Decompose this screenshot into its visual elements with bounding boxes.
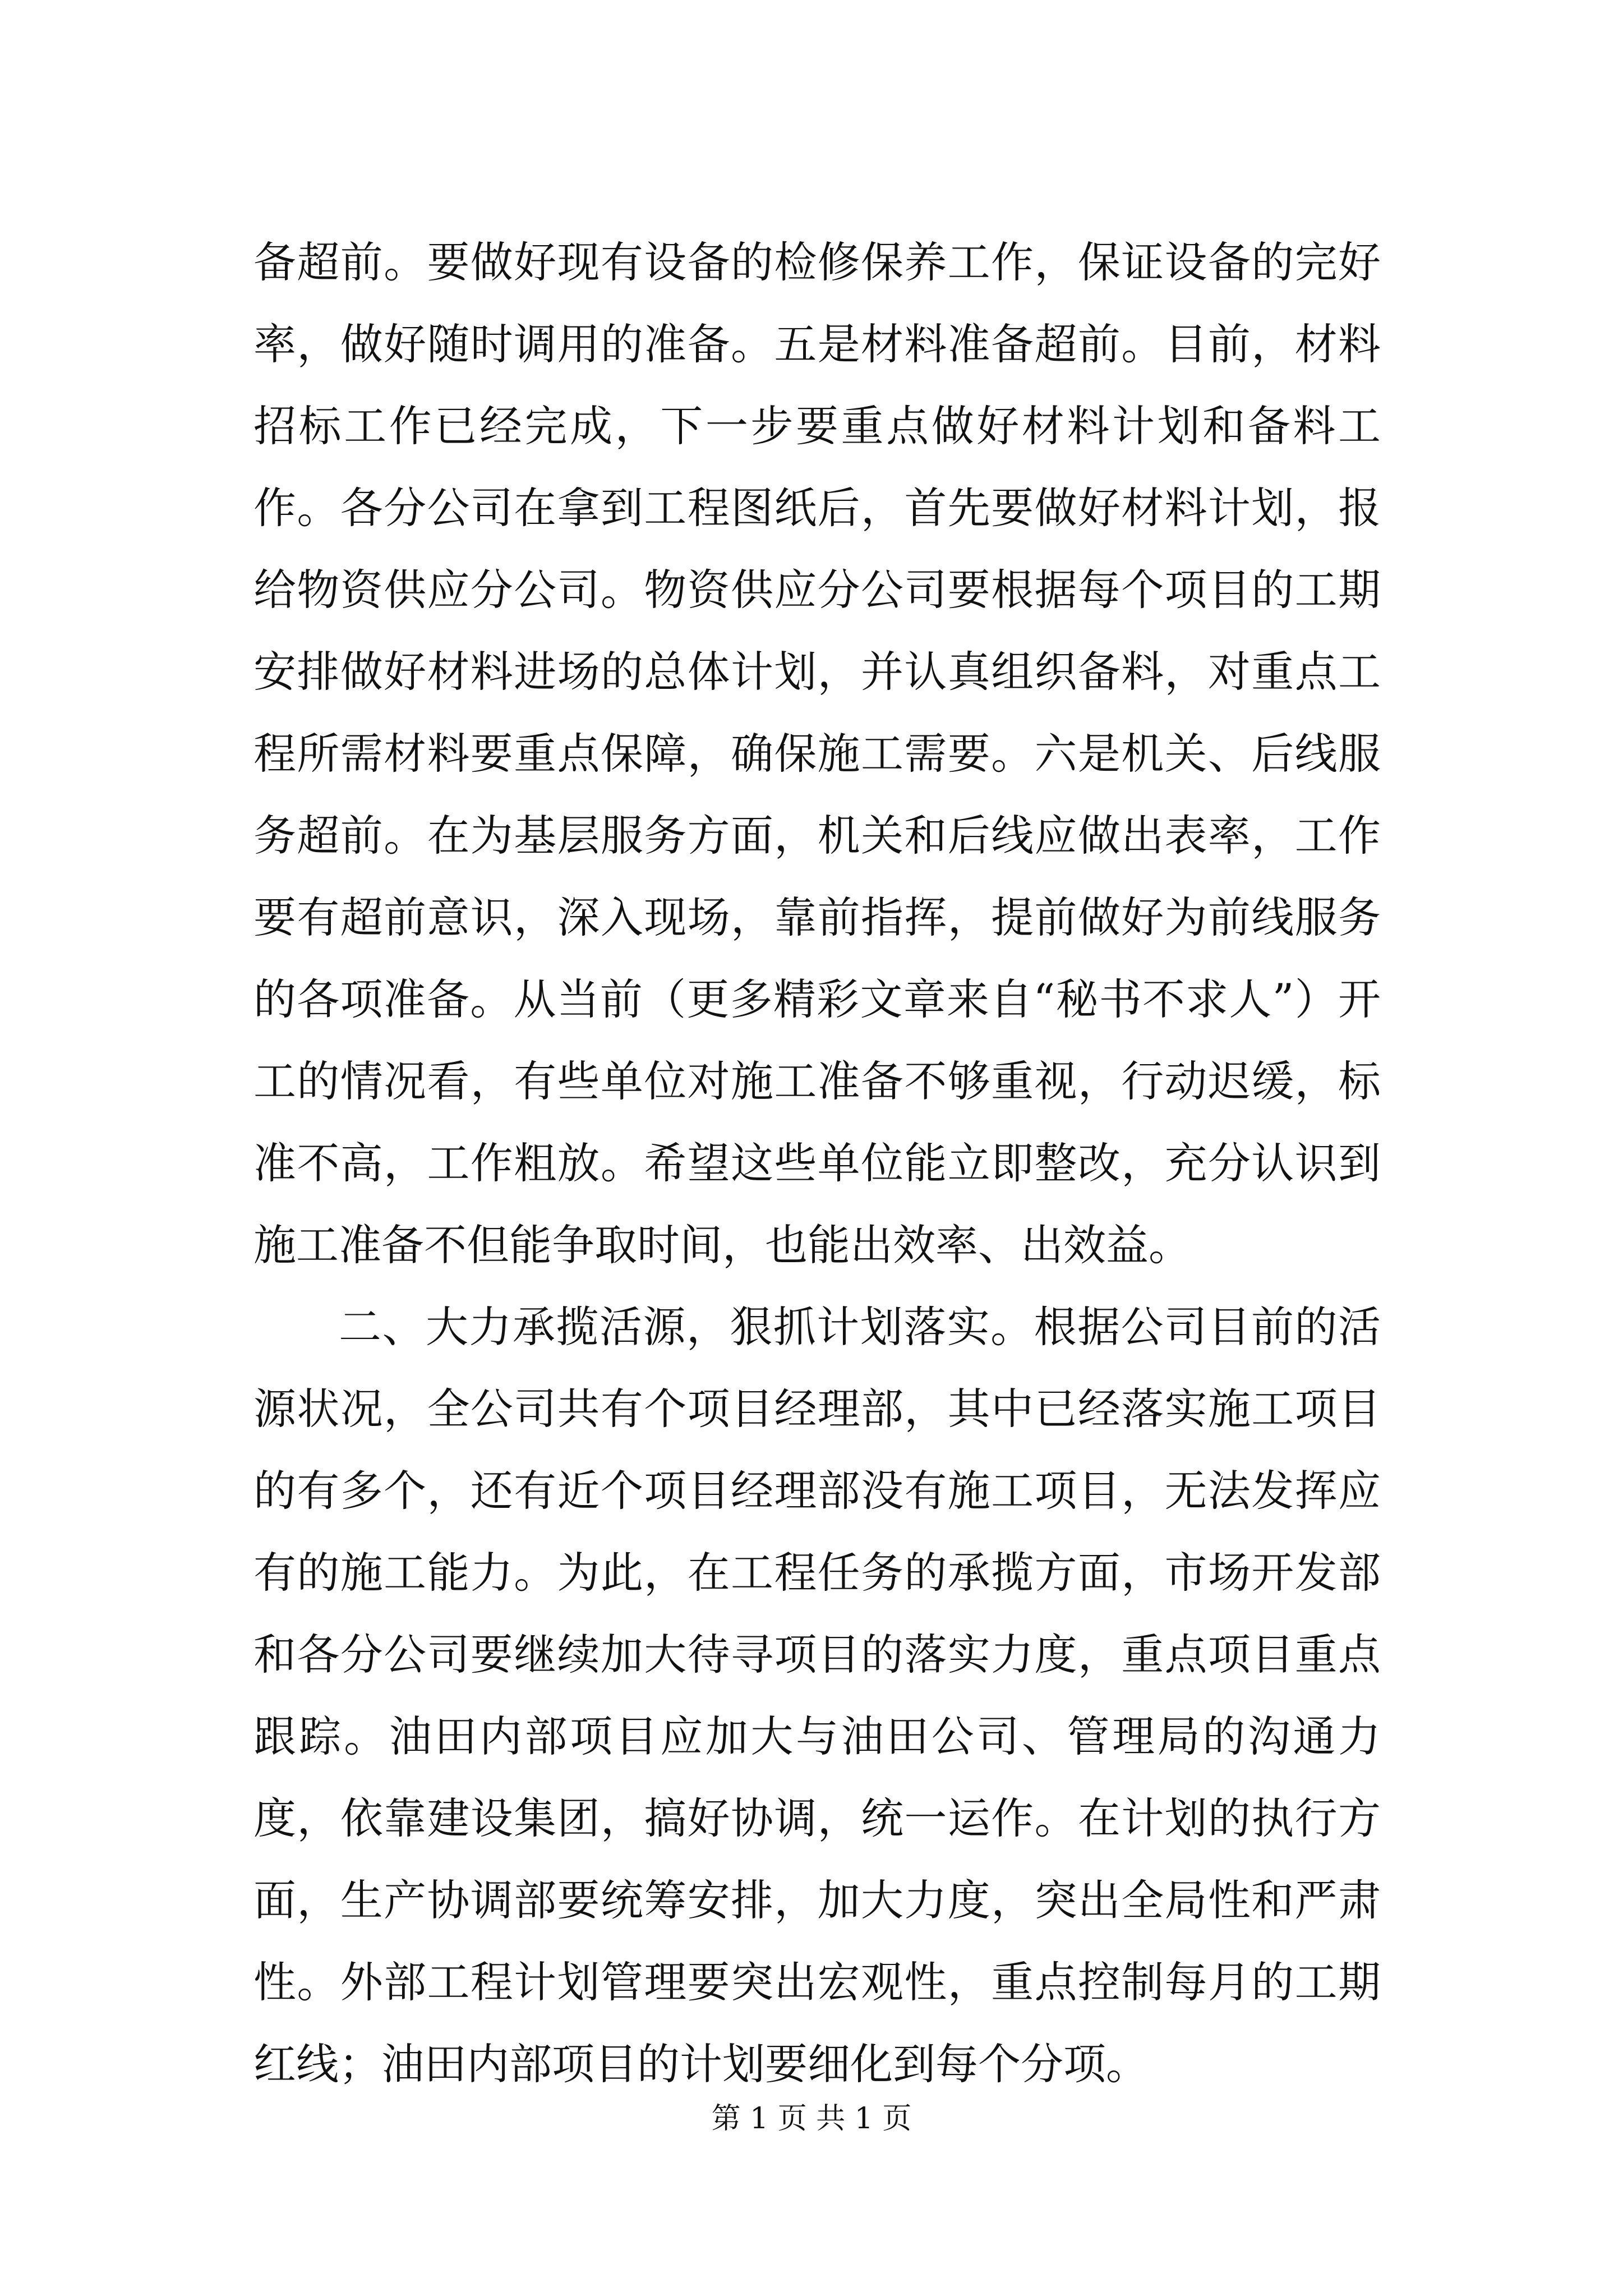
paragraph-project-sourcing: 二、大力承揽活源，狠抓计划落实。根据公司目前的活源状况，全公司共有个项目经理部，其中已经落实施工项目的有多个，还有近个项目经理部没有施工项目，无法发挥应有的施工能力。为此，在工程任务的承揽方面，市场开发部和各分公司要继续加大待寻项目的落实力度，重点项目重点跟踪。油田内部项目应加大与油田公司、管理局的沟通力度，依靠建设集团，搞好协调，统一运作。在计划的执行方面，生产协调部要统筹安排，加大力度，突出全局性和严肃性。外部工程计划管理要突出宏观性，重点控制每月的工期红线；油田内部项目的计划要细化到每个分项。 bbox=[253, 1302, 1381, 2089]
document-body bbox=[253, 222, 1381, 2105]
paragraph-equipment-preparation: 备超前。要做好现有设备的检修保养工作，保证设备的完好率，做好随时调用的准备。五是材料准备超前。目前，材料招标工作已经完成，下一步要重点做好材料计划和备料工作。各分公司在拿到工程图纸后，首先要做好材料计划，报给物资供应分公司。物资供应分公司要根据每个项目的工期安排做好材料进场的总体计划，并认真组织备料，对重点工程所需材料要重点保障，确保施工需要。六是机关、后线服务超前。在为基层服务方面，机关和后线应做出表率，工作要有超前意识，深入现场，靠前指挥，提前做好为前线服务的各项准备。从当前（更多精彩文章来自“秘书不求人”）开工的情况看，有些单位对施工准备不够重视，行动迟缓，标准不高，工作粗放。希望这些单位能立即整改，充分认识到施工准备不但能争取时间，也能出效率、出效益。 bbox=[253, 237, 1381, 1270]
page-number-footer: 第 1 页 共 1 页 bbox=[711, 2102, 912, 2136]
